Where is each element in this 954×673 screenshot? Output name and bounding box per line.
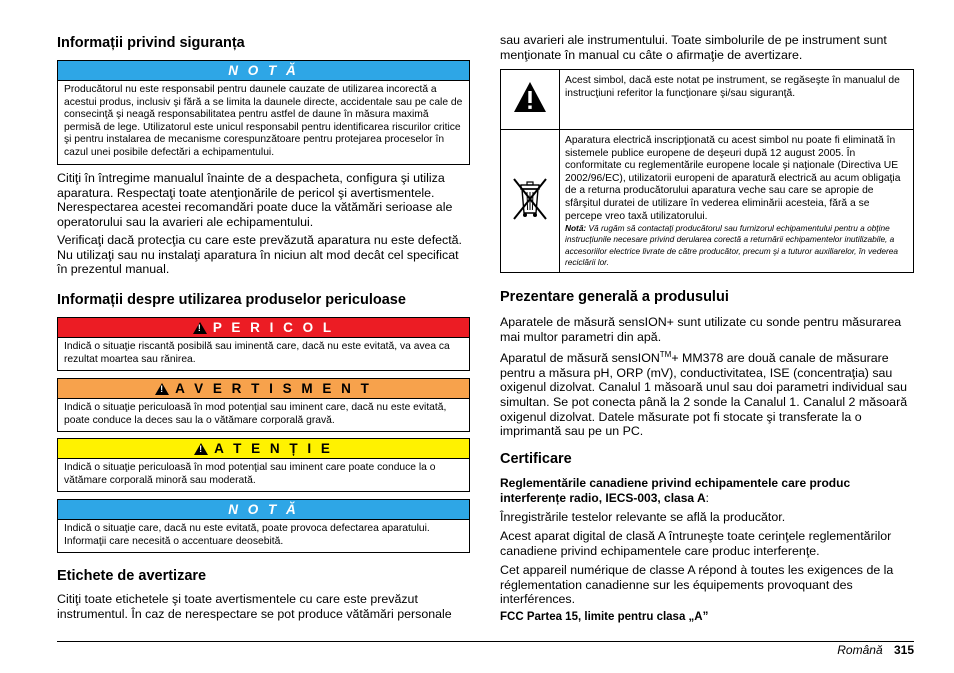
crossed-bin-icon: [510, 175, 550, 223]
atentie-label: A T E N Ț I E: [214, 441, 333, 456]
cert-heading-bold: Reglementările canadiene privind echipamentele care produc interferențe radio, IECS-003, clasa A: [500, 476, 851, 505]
warning-triangle-icon: [193, 322, 207, 334]
avertisment-text: Indică o situaţie periculoasă în mod potenţial sau iminent care, dacă nu este evitată, poate conduce la deces sau la o vătămare corporală gravă.: [64, 402, 447, 426]
table-row: [501, 130, 914, 273]
warning-triangle-icon: [194, 443, 208, 455]
nota-box-1: [57, 60, 470, 165]
overview-paragraph-2: [500, 348, 914, 439]
overview-paragraph-1: Aparatele de măsură sensION+ sunt utilizate cu sonde pentru măsurarea mai multor parametri din apă.: [500, 315, 902, 344]
bin-note: [565, 223, 908, 268]
overview-paragraph-2-rest: + MM378 are două canale de măsurare pentru a măsura pH, ORP (mV), conductivitatea, ISE (concentraţia) sau oxigenul dizolvat. Canalul 1 măsoară unul sau doi parametri individual sau simultan. Se pot conecta până la 2 sonde la Canalul 1. Canalul 2 măsoară oxigenul dizolvat. Datele măsurate pot fi stocate şi transferate la o imprimantă sau pe un PC.: [500, 351, 908, 439]
cert-title: Certificare: [500, 451, 572, 467]
symbol-cell: [501, 70, 560, 130]
pericol-header: [58, 318, 469, 338]
cert-heading: [500, 476, 914, 505]
cert-paragraph-3: Cet appareil numérique de classe A répond à toutes les exigences de la réglementation canadienne sur les équipements provoquant des interférences.: [500, 563, 894, 607]
safety-paragraph-2: Verificaţi dacă protecţia cu care este prevăzută aparatura nu este defectă. Nu utilizaţi sau nu instalaţi aparatura în niciun alt mod decât cel specificat în prezentul manual.: [57, 233, 463, 277]
bin-note-text: Vă rugăm să contactaţi producătorul sau furnizorul echipamentului pentru a obţine instrucţiunile necesare privind derularea corectă a returnării echipamentelor inutilizabile, a accesoriilor electrice livrate de către producător, precum şi a tuturor auxiliarelor, în vederea reciclării lor.: [565, 223, 898, 268]
overview-title: Prezentare generală a produsului: [500, 289, 729, 305]
overview-paragraph-2-start: Aparatul de măsură sensION: [500, 351, 660, 366]
atentie-box: [57, 438, 470, 492]
atentie-header: [58, 439, 469, 459]
avertisment-label: A V E R T I S M E N T: [175, 381, 372, 396]
nota-text-1: Producătorul nu este responsabil pentru daunele cauzate de utilizarea incorectă a acestui produs, inclusiv şi fără a se limita la daunele directe, accidentale sau pe cale de consecinţă şi neagă responsabilitatea pentru astfel de daune în măsura maximă permisă de lege. Utilizatorul este unicul responsabil pentru identificarea riscurilor critice şi pentru instalarea de mecanisme corespunzătoare pentru protejarea proceselor în cazul unei posibile defectări a echipamentului.: [64, 84, 463, 158]
symbols-table: [500, 69, 914, 273]
labels-paragraph-continued: sau avarieri ale instrumentului. Toate simbolurile de pe instrument sunt menţionate în manual cu câte o afirmaţie de avertizare.: [500, 33, 887, 62]
cert-heading-colon: :: [705, 490, 709, 505]
avertisment-box: [57, 378, 470, 432]
footer-language: Română: [837, 643, 883, 657]
table-row: [501, 70, 914, 130]
page-number: 315: [893, 643, 914, 657]
pericol-text: Indică o situaţie riscantă posibilă sau iminentă care, dacă nu este evitată, va avea ca rezultat moartea sau rănirea.: [64, 341, 450, 365]
bin-description: Aparatura electrică inscripţionată cu acest simbol nu poate fi eliminată în sistemele publice europene de deşeuri după 12 august 2005. În conformitate cu reglementările europene locale şi naţionale (Directiva UE 2002/96/EC), utilizatorii europeni de aparatură electrică au acum obligaţia de a returna producătorului aparatura veche sau care se apropie de sfârşitul duratei de utilizare în vederea eliminării acesteia, fără a se percepe vreo taxă utilizatorului.: [565, 135, 901, 222]
nota-header-1: N O T Ă: [58, 61, 469, 81]
atentie-text: Indică o situaţie periculoasă în mod potenţial sau iminent care poate conduce la o vătămare corporală minoră sau moderată.: [64, 462, 436, 486]
cert-paragraph-1: Înregistrările testelor relevante se află la producător.: [500, 510, 786, 524]
warning-triangle-icon: [513, 81, 547, 113]
nota-text-2: Indică o situaţie care, dacă nu este evitată, poate provoca defectarea aparatului. Informaţii care necesită o accentuare deosebită.: [64, 523, 430, 547]
safety-title: Informații privind siguranța: [57, 35, 245, 51]
labels-title: Etichete de avertizare: [57, 568, 207, 584]
warning-triangle-icon: [155, 383, 169, 395]
trademark-sup: TM: [659, 350, 672, 359]
cert-paragraph-2: Acest aparat digital de clasă A întruneşte toate cerinţele reglementărilor canadiene privind echipamentele care produc interferenţe.: [500, 529, 892, 558]
pericol-label: P E R I C O L: [212, 320, 335, 335]
avertisment-header: [58, 379, 469, 399]
bin-note-label: Notă:: [565, 223, 587, 234]
hazard-title: Informații despre utilizarea produselor periculoase: [57, 292, 406, 308]
symbol-description: Acest simbol, dacă este notat pe instrument, se regăseşte în manualul de instrucţiuni referitor la funcţionare şi/sau siguranţă.: [560, 70, 914, 130]
fcc-title: FCC Partea 15, limite pentru clasa „A”: [500, 611, 709, 623]
safety-paragraph-1: Citiţi în întregime manualul înainte de a despacheta, configura şi utiliza aparatura. Respectaţi toate atenţionările de pericol şi avertismentele. Nerespectarea acestei recomandări poate duce la vătămări serioase ale operatorului sau la avarieri ale echipamentului.: [57, 171, 453, 229]
footer-divider: [57, 641, 914, 642]
nota-header-2: N O T Ă: [58, 500, 469, 520]
symbol-cell: [501, 130, 560, 273]
pericol-box: [57, 317, 470, 371]
nota-box-2: [57, 499, 470, 553]
page-footer: [837, 643, 914, 657]
labels-paragraph: Citiţi toate etichetele şi toate avertismentele cu care este prevăzut instrumentul. În caz de nerespectare se pot produce vătămări personale: [57, 592, 452, 621]
symbol-description: [560, 130, 914, 273]
